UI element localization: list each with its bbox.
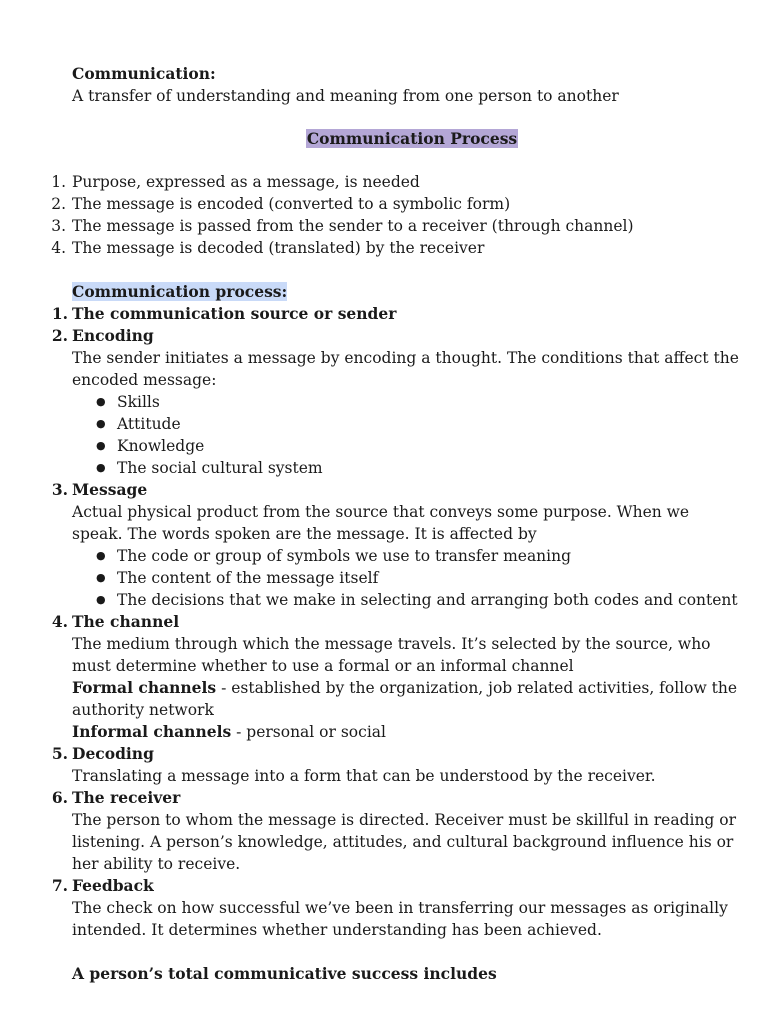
step-number: 2. <box>51 195 66 213</box>
process-step <box>51 193 744 215</box>
item-text: The sender initiates a message by encoding a thought. The conditions that affect the encoded message: <box>72 349 739 389</box>
bullet-item: ● Knowledge <box>117 435 744 457</box>
informal-channels-desc: - personal or social <box>231 723 386 741</box>
definition-title: Communication: <box>72 64 216 83</box>
item-text: The person to whom the message is directed. Receiver must be skillful in reading or listening. A person’s knowledge, attitudes, and cultural background influence his or her ability to receive. <box>72 811 737 873</box>
item-encoding <box>51 325 744 479</box>
step-number: 3. <box>51 217 66 235</box>
process-heading: Communication Process <box>306 129 518 148</box>
definition-text: A transfer of understanding and meaning from one person to another <box>72 87 619 105</box>
bullet-item: ● The content of the message itself <box>117 567 744 589</box>
informal-channels-label: Informal channels <box>72 722 232 741</box>
process-heading-wrap <box>72 128 752 150</box>
item-title: Message <box>72 480 148 499</box>
item-number: 3. <box>51 480 68 499</box>
step-text: The message is passed from the sender to a receiver (through channel) <box>72 217 634 235</box>
item-title: The channel <box>72 612 180 631</box>
item-title: Decoding <box>72 744 154 763</box>
bullet-item: ● Attitude <box>117 413 744 435</box>
item-number: 7. <box>51 876 68 895</box>
step-text: The message is encoded (converted to a symbolic form) <box>72 195 511 213</box>
bullet-item: ● The decisions that we make in selecting and arranging both codes and content <box>117 589 744 611</box>
bullet-item: ● The code or group of symbols we use to transfer meaning <box>117 545 744 567</box>
informal-channels-text <box>72 721 744 743</box>
section-title: Communication process: <box>72 282 288 301</box>
item-number: 6. <box>51 788 68 807</box>
item-number: 2. <box>51 326 68 345</box>
item-number: 1. <box>51 304 68 323</box>
step-text: Purpose, expressed as a message, is needed <box>72 173 420 191</box>
step-number: 4. <box>51 239 66 257</box>
process-step <box>51 237 744 259</box>
item-text: The check on how successful we’ve been in transferring our messages as originally intended. It determines whether understanding has been achieved. <box>72 899 728 939</box>
item-title: The communication source or sender <box>72 304 397 323</box>
item-message <box>51 479 744 611</box>
formal-channels-desc: - established by the organization, job related activities, follow the authority network <box>72 679 738 719</box>
section-title-wrap <box>72 281 744 303</box>
formal-channels-text <box>72 677 744 721</box>
item-feedback <box>51 875 744 941</box>
item-decoding <box>51 743 744 787</box>
process-step <box>51 215 744 237</box>
process-steps-list <box>51 171 744 259</box>
item-sender <box>51 303 744 325</box>
item-title: The receiver <box>72 788 181 807</box>
item-title: Encoding <box>72 326 154 345</box>
step-text: The message is decoded (translated) by the receiver <box>72 239 485 257</box>
encoding-bullets <box>72 391 744 479</box>
item-channel <box>51 611 744 743</box>
message-bullets <box>72 545 744 611</box>
process-step <box>51 171 744 193</box>
item-text: Actual physical product from the source that conveys some purpose. When we speak. The words spoken are the message. It is affected by <box>72 503 690 543</box>
process-items-list <box>51 303 744 941</box>
item-number: 4. <box>51 612 68 631</box>
step-number: 1. <box>51 173 66 191</box>
item-number: 5. <box>51 744 68 763</box>
bullet-item: ● The social cultural system <box>117 457 744 479</box>
item-text: The medium through which the message travels. It’s selected by the source, who must determine whether to use a formal or an informal channel <box>72 635 711 675</box>
closing-heading: A person’s total communicative success includes <box>72 964 497 983</box>
formal-channels-label: Formal channels <box>72 678 217 697</box>
item-title: Feedback <box>72 876 154 895</box>
spacer <box>72 941 744 963</box>
item-receiver <box>51 787 744 875</box>
item-text: Translating a message into a form that can be understood by the receiver. <box>72 767 656 785</box>
bullet-item: ● Skills <box>117 391 744 413</box>
